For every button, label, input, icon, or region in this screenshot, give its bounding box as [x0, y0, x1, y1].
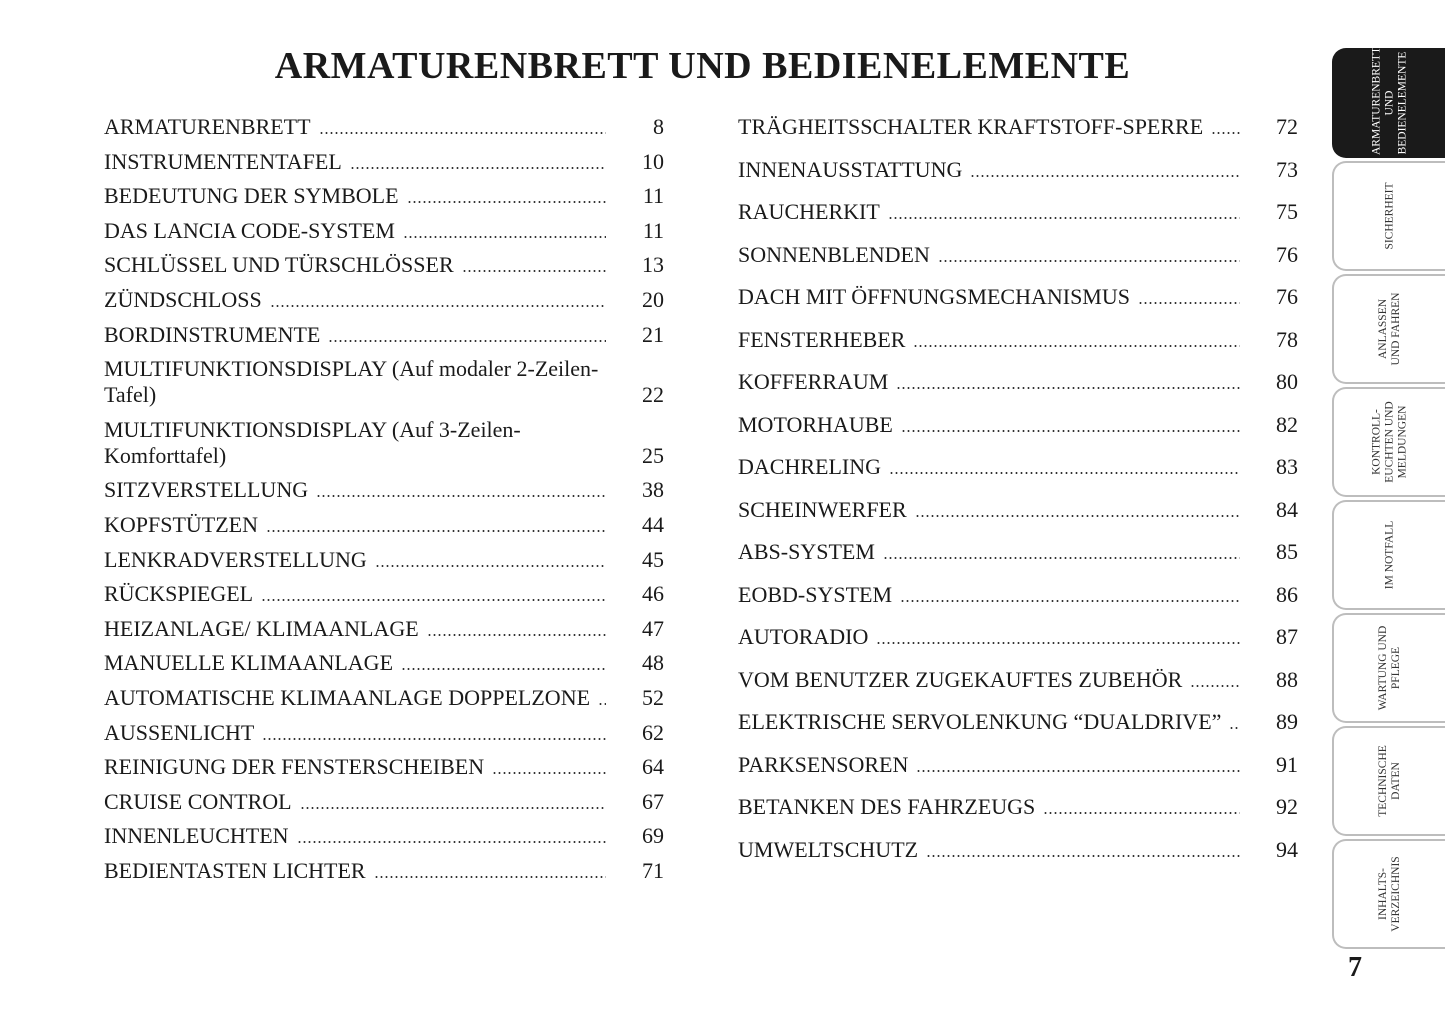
- toc-entry[interactable]: [738, 794, 1298, 820]
- toc-entry[interactable]: [738, 327, 1298, 353]
- toc-entry-title: ABS-SYSTEM: [738, 539, 875, 564]
- toc-entry-page: 11: [642, 217, 664, 243]
- leader-dots: [262, 738, 606, 740]
- toc-entry-page: 91: [1276, 751, 1298, 777]
- toc-entry[interactable]: [104, 417, 664, 469]
- toc-entry-page: 82: [1276, 411, 1298, 437]
- toc-entry[interactable]: [104, 149, 664, 175]
- toc-entry-title: FENSTERHEBER: [738, 326, 906, 352]
- leader-dots: [261, 599, 606, 601]
- leader-dots: [297, 841, 606, 843]
- leader-dots: [913, 345, 1240, 347]
- toc-entry-page: 87: [1276, 624, 1298, 649]
- leader-dots: [328, 340, 606, 342]
- toc-entry-title: ARMATURENBRETT: [104, 114, 311, 139]
- leader-dots: [350, 167, 606, 169]
- toc-entry-page: 94: [1276, 836, 1298, 862]
- toc-entry-title: UMWELTSCHUTZ: [738, 836, 919, 862]
- toc-entry[interactable]: [104, 789, 664, 815]
- toc-entry-title: INSTRUMENTENTAFEL: [104, 148, 342, 174]
- leader-dots: [401, 668, 606, 670]
- toc-entry-page: 83: [1276, 454, 1298, 479]
- leader-dots: [403, 236, 606, 238]
- chapter-tab[interactable]: [1332, 274, 1445, 384]
- toc-entry-title: AUTOMATISCHE KLIMAANLAGE DOPPELZONE: [104, 684, 591, 710]
- toc-entry[interactable]: [104, 218, 664, 244]
- leader-dots: [492, 772, 606, 774]
- toc-entry[interactable]: [738, 454, 1298, 480]
- leader-dots: [876, 642, 1240, 644]
- toc-entry-page: 75: [1276, 199, 1298, 224]
- toc-entry-title: MULTIFUNKTIONSDISPLAY (Auf 3-Zeilen-Komforttafel): [104, 416, 521, 468]
- toc-entry[interactable]: [104, 183, 664, 209]
- toc-entry[interactable]: [104, 616, 664, 642]
- chapter-tab[interactable]: [1332, 726, 1445, 836]
- toc-entry-title: ZÜNDSCHLOSS: [104, 286, 262, 312]
- toc-entry-title: SCHEINWERFER: [738, 496, 907, 522]
- chapter-tab-label: WARTUNG UND PFLEGE: [1376, 625, 1402, 711]
- chapter-tab-label: KONTROLL- EUCHTEN UND MELDUNGEN: [1370, 401, 1408, 483]
- toc-entry[interactable]: [738, 582, 1298, 608]
- toc-entry-page: 8: [653, 114, 664, 139]
- toc-entry-page: 11: [642, 183, 664, 209]
- toc-entry[interactable]: [738, 667, 1298, 693]
- toc-entry[interactable]: [738, 157, 1298, 183]
- toc-entry-title: CRUISE CONTROL: [104, 788, 292, 814]
- toc-entry[interactable]: [738, 624, 1298, 650]
- leader-dots: [896, 387, 1240, 389]
- toc-entry[interactable]: [104, 356, 664, 408]
- toc-entry-title: DACHRELING: [738, 454, 881, 479]
- leader-dots: [1211, 132, 1240, 134]
- toc-entry-page: 76: [1276, 284, 1298, 309]
- page-number: 7: [1348, 952, 1362, 983]
- chapter-tab[interactable]: [1332, 48, 1445, 158]
- leader-dots: [900, 600, 1240, 602]
- leader-dots: [407, 201, 606, 203]
- toc-entry-page: 69: [642, 823, 664, 849]
- toc-entry[interactable]: [738, 369, 1298, 395]
- toc-entry[interactable]: [738, 242, 1298, 268]
- toc-entry-title: SCHLÜSSEL UND TÜRSCHLÖSSER: [104, 252, 454, 278]
- toc-entry-title: REINIGUNG DER FENSTERSCHEIBEN: [104, 754, 485, 780]
- leader-dots: [374, 876, 606, 878]
- leader-dots: [266, 530, 606, 532]
- toc-entry-title: BEDEUTUNG DER SYMBOLE: [104, 183, 399, 209]
- chapter-tab[interactable]: [1332, 613, 1445, 723]
- toc-entry-page: 89: [1276, 709, 1298, 734]
- toc-entry-title: AUTORADIO: [738, 624, 869, 649]
- toc-entry-page: 52: [642, 684, 664, 710]
- toc-entry-title: BETANKEN DES FAHRZEUGS: [738, 794, 1036, 819]
- toc-entry[interactable]: [738, 752, 1298, 778]
- leader-dots: [970, 175, 1240, 177]
- toc-right-column: [738, 114, 1298, 879]
- toc-entry[interactable]: [738, 709, 1298, 735]
- chapter-tab-label: ARMATURENBRETT UND BEDIENELEMENTE: [1370, 47, 1408, 155]
- toc-entry-title: HEIZANLAGE/ KLIMAANLAGE: [104, 615, 419, 641]
- leader-dots: [1229, 727, 1240, 729]
- toc-entry-title: SITZVERSTELLUNG: [104, 477, 309, 503]
- chapter-tab-label: SICHERHEIT: [1383, 182, 1395, 250]
- toc-entry-page: 71: [642, 857, 664, 883]
- toc-entry-page: 25: [642, 442, 664, 468]
- toc-entry[interactable]: [104, 287, 664, 313]
- toc-entry-page: 62: [642, 719, 664, 745]
- leader-dots: [1190, 685, 1240, 687]
- toc-entry[interactable]: [104, 547, 664, 573]
- toc-entry-title: DAS LANCIA CODE-SYSTEM: [104, 217, 395, 243]
- leader-dots: [316, 495, 606, 497]
- toc-entry[interactable]: [104, 754, 664, 780]
- toc-entry[interactable]: [104, 720, 664, 746]
- toc-entry[interactable]: [104, 823, 664, 849]
- toc-entry[interactable]: [104, 650, 664, 676]
- chapter-tab-label: IM NOTFALL: [1383, 520, 1395, 590]
- toc-entry[interactable]: [104, 322, 664, 348]
- leader-dots: [1043, 812, 1240, 814]
- toc-entry-title: TRÄGHEITSSCHALTER KRAFTSTOFF-SPERRE: [738, 114, 1204, 139]
- toc-entry-page: 10: [642, 148, 664, 174]
- toc-entry-title: MULTIFUNKTIONSDISPLAY (Auf modaler 2-Zeilen-Tafel): [104, 356, 599, 408]
- toc-entry-page: 73: [1276, 156, 1298, 182]
- leader-dots: [598, 703, 606, 705]
- toc-entry-page: 64: [642, 754, 664, 780]
- toc-entry-title: LENKRADVERSTELLUNG: [104, 546, 367, 572]
- toc-entry-title: MOTORHAUBE: [738, 411, 893, 437]
- page-title: ARMATURENBRETT UND BEDIENELEMENTE: [274, 45, 1131, 87]
- toc-entry-title: EOBD-SYSTEM: [738, 581, 893, 607]
- chapter-tab-label: INHALTS- VERZEICHNIS: [1376, 856, 1402, 932]
- leader-dots: [915, 515, 1240, 517]
- toc-entry-page: 20: [642, 286, 664, 312]
- chapter-tab-label: ANLASSEN UND FAHREN: [1376, 292, 1402, 366]
- toc-entry[interactable]: [104, 114, 664, 140]
- toc-entry-page: 47: [642, 615, 664, 641]
- toc-entry[interactable]: [104, 477, 664, 503]
- toc-entry-title: RÜCKSPIEGEL: [104, 581, 254, 607]
- leader-dots: [883, 557, 1240, 559]
- leader-dots: [901, 430, 1240, 432]
- toc-entry-title: VOM BENUTZER ZUGEKAUFTES ZUBEHÖR: [738, 666, 1183, 692]
- leader-dots: [300, 807, 606, 809]
- toc-entry-title: KOFFERRAUM: [738, 369, 889, 394]
- toc-entry[interactable]: [104, 685, 664, 711]
- toc-entry-title: RAUCHERKIT: [738, 199, 880, 224]
- toc-entry[interactable]: [738, 837, 1298, 863]
- leader-dots: [926, 855, 1240, 857]
- toc-entry-title: PARKSENSOREN: [738, 751, 909, 777]
- toc-left-column: [104, 114, 664, 892]
- toc-entry[interactable]: [738, 539, 1298, 565]
- toc-entry-page: 22: [642, 382, 664, 408]
- toc-entry-page: 85: [1276, 539, 1298, 564]
- toc-entry-title: INNENAUSSTATTUNG: [738, 156, 963, 182]
- toc-entry-title: KOPFSTÜTZEN: [104, 511, 259, 537]
- toc-entry-page: 76: [1276, 241, 1298, 267]
- toc-entry-page: 80: [1276, 369, 1298, 394]
- toc-entry-page: 13: [642, 252, 664, 278]
- leader-dots: [270, 305, 606, 307]
- leader-dots: [319, 132, 606, 134]
- toc-entry-page: 84: [1276, 496, 1298, 522]
- chapter-tab[interactable]: [1332, 161, 1445, 271]
- toc-entry-page: 78: [1276, 326, 1298, 352]
- toc-entry-title: BORDINSTRUMENTE: [104, 321, 321, 347]
- leader-dots: [462, 270, 606, 272]
- toc-entry-page: 72: [1276, 114, 1298, 139]
- leader-dots: [1138, 302, 1240, 304]
- chapter-tab-label: TECHNISCHE DATEN: [1376, 745, 1402, 817]
- chapter-tab[interactable]: [1332, 387, 1445, 497]
- toc-entry-page: 21: [642, 321, 664, 347]
- chapter-tabs: [1332, 48, 1445, 952]
- toc-entry-page: 38: [642, 477, 664, 503]
- toc-entry[interactable]: [738, 284, 1298, 310]
- toc-entry-page: 92: [1276, 794, 1298, 819]
- toc-entry[interactable]: [738, 199, 1298, 225]
- toc-entry-page: 45: [642, 546, 664, 572]
- toc-entry[interactable]: [738, 114, 1298, 140]
- toc-entry-title: SONNENBLENDEN: [738, 241, 930, 267]
- toc-entry-page: 44: [642, 511, 664, 537]
- toc-entry-title: INNENLEUCHTEN: [104, 823, 289, 849]
- leader-dots: [916, 770, 1240, 772]
- toc-entry[interactable]: [104, 581, 664, 607]
- toc-entry-page: 67: [642, 788, 664, 814]
- toc-entry[interactable]: [738, 412, 1298, 438]
- leader-dots: [888, 217, 1240, 219]
- toc-entry-title: MANUELLE KLIMAANLAGE: [104, 650, 394, 676]
- leader-dots: [889, 472, 1240, 474]
- leader-dots: [375, 565, 606, 567]
- toc-entry-page: 46: [642, 581, 664, 607]
- toc-entry-page: 48: [642, 650, 664, 676]
- toc-entry-title: BEDIENTASTEN LICHTER: [104, 857, 366, 883]
- leader-dots: [427, 634, 606, 636]
- toc-entry-page: 88: [1276, 666, 1298, 692]
- toc-entry[interactable]: [738, 497, 1298, 523]
- chapter-tab[interactable]: [1332, 839, 1445, 949]
- toc-entry-title: AUSSENLICHT: [104, 719, 255, 745]
- chapter-tab[interactable]: [1332, 500, 1445, 610]
- toc-entry-page: 86: [1276, 581, 1298, 607]
- toc-entry[interactable]: [104, 858, 664, 884]
- toc-entry[interactable]: [104, 252, 664, 278]
- leader-dots: [938, 260, 1240, 262]
- toc-entry-title: ELEKTRISCHE SERVOLENKUNG “DUALDRIVE”: [738, 709, 1222, 734]
- toc-entry-title: DACH MIT ÖFFNUNGSMECHANISMUS: [738, 284, 1130, 309]
- toc-entry[interactable]: [104, 512, 664, 538]
